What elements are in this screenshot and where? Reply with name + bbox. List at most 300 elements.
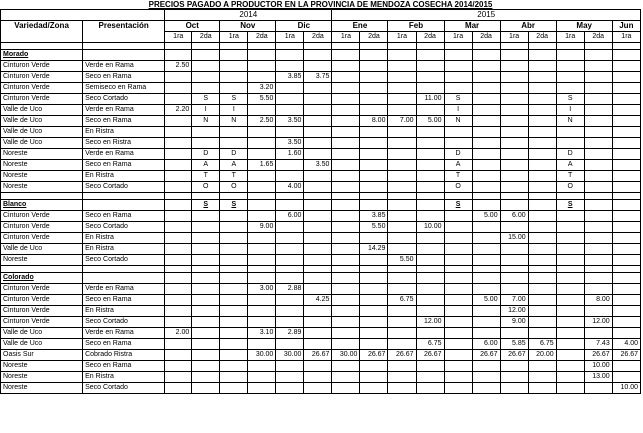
value-cell (165, 200, 192, 211)
value-cell (192, 233, 220, 244)
value-cell (556, 211, 584, 222)
presentation-cell (83, 200, 165, 211)
value-cell (528, 160, 556, 171)
value-cell (556, 61, 584, 72)
value-cell (388, 72, 416, 83)
presentation-cell: En Ristra (83, 127, 165, 138)
value-cell: D (444, 149, 472, 160)
value-cell (220, 306, 248, 317)
value-cell (612, 171, 640, 182)
value-cell (332, 244, 360, 255)
zona-cell: Cinturon Verde (1, 317, 83, 328)
blank-cell (612, 266, 640, 273)
zona-cell: Cinturon Verde (1, 211, 83, 222)
value-cell (500, 72, 528, 83)
blank-cell (248, 193, 276, 200)
value-cell (276, 50, 304, 61)
value-cell: D (192, 149, 220, 160)
value-cell (304, 94, 332, 105)
value-cell (192, 273, 220, 284)
value-cell (220, 83, 248, 94)
half-header: 1ra (444, 32, 472, 43)
value-cell (556, 372, 584, 383)
value-cell (220, 284, 248, 295)
table-row (1, 83, 641, 94)
value-cell (332, 361, 360, 372)
blank-cell (416, 43, 444, 50)
value-cell (192, 72, 220, 83)
value-cell (360, 105, 388, 116)
value-cell (444, 306, 472, 317)
value-cell: S (556, 200, 584, 211)
value-cell (220, 50, 248, 61)
value-cell (444, 295, 472, 306)
value-cell (556, 255, 584, 266)
value-cell (192, 295, 220, 306)
blank-cell (276, 43, 304, 50)
value-cell: 3.85 (360, 211, 388, 222)
value-cell (248, 171, 276, 182)
value-cell: 11.00 (416, 94, 444, 105)
presentation-cell: Seco Cortado (83, 94, 165, 105)
value-cell (192, 255, 220, 266)
value-cell: 3.20 (248, 83, 276, 94)
value-cell (388, 127, 416, 138)
value-cell: 3.50 (276, 138, 304, 149)
value-cell (584, 211, 612, 222)
value-cell (612, 72, 640, 83)
value-cell (612, 160, 640, 171)
value-cell (360, 127, 388, 138)
value-cell (248, 244, 276, 255)
value-cell (416, 244, 444, 255)
page-title: PRECIOS PAGADO A PRODUCTOR EN LA PROVINCIA DE MENDOZA COSECHA 2014/2015 (148, 0, 493, 9)
presentation-cell: Cobrado Ristra (83, 350, 165, 361)
month-header-oct: Oct (165, 21, 220, 32)
value-cell (388, 372, 416, 383)
value-cell (360, 372, 388, 383)
value-cell (165, 317, 192, 328)
value-cell (304, 273, 332, 284)
value-cell (360, 339, 388, 350)
month-header-jun: Jun (612, 21, 640, 32)
half-header: 2da (248, 32, 276, 43)
value-cell: 15.00 (500, 233, 528, 244)
value-cell: I (556, 105, 584, 116)
value-cell (528, 116, 556, 127)
value-cell (528, 149, 556, 160)
presentation-header: Presentación (83, 21, 165, 32)
value-cell (556, 244, 584, 255)
blank-cell (220, 266, 248, 273)
value-cell: 26.67 (584, 350, 612, 361)
value-cell (220, 61, 248, 72)
value-cell (332, 339, 360, 350)
blank-cell (556, 193, 584, 200)
value-cell (360, 295, 388, 306)
blank-cell (612, 43, 640, 50)
value-cell (192, 306, 220, 317)
value-cell (360, 50, 388, 61)
value-cell: 4.25 (304, 295, 332, 306)
value-cell (612, 116, 640, 127)
value-cell (472, 72, 500, 83)
value-cell (165, 138, 192, 149)
value-cell: 26.67 (500, 350, 528, 361)
value-cell: N (220, 116, 248, 127)
table-row (1, 222, 641, 233)
value-cell (444, 244, 472, 255)
value-cell (472, 149, 500, 160)
value-cell: 10.00 (612, 383, 640, 394)
blank-cell (584, 266, 612, 273)
value-cell (332, 222, 360, 233)
header-spacer (1, 10, 165, 21)
value-cell: 26.67 (388, 350, 416, 361)
value-cell (165, 233, 192, 244)
zona-cell: Oasis Sur (1, 350, 83, 361)
value-cell (500, 61, 528, 72)
blank-cell (192, 43, 220, 50)
value-cell (220, 361, 248, 372)
value-cell (584, 72, 612, 83)
table-row (1, 116, 641, 127)
table-row (1, 284, 641, 295)
value-cell (528, 295, 556, 306)
value-cell (416, 149, 444, 160)
value-cell (444, 273, 472, 284)
value-cell (360, 306, 388, 317)
value-cell: 3.10 (248, 328, 276, 339)
value-cell: S (220, 200, 248, 211)
value-cell (584, 83, 612, 94)
value-cell (165, 273, 192, 284)
value-cell (220, 72, 248, 83)
month-header-feb: Feb (388, 21, 444, 32)
value-cell (556, 138, 584, 149)
value-cell: 30.00 (332, 350, 360, 361)
header-spacer (1, 32, 83, 43)
value-cell: 1.60 (276, 149, 304, 160)
value-cell (472, 138, 500, 149)
value-cell: 5.50 (248, 94, 276, 105)
value-cell (584, 127, 612, 138)
value-cell (444, 138, 472, 149)
month-header-nov: Nov (220, 21, 276, 32)
blank-cell (528, 266, 556, 273)
value-cell (304, 211, 332, 222)
year-2015: 2015 (332, 10, 641, 21)
value-cell: 5.85 (500, 339, 528, 350)
value-cell (528, 171, 556, 182)
value-cell (248, 339, 276, 350)
value-cell (276, 273, 304, 284)
value-cell (416, 171, 444, 182)
blank-cell (165, 193, 192, 200)
month-header-mar: Mar (444, 21, 500, 32)
zona-cell: Valle de Uco (1, 339, 83, 350)
value-cell (304, 116, 332, 127)
table-row (1, 149, 641, 160)
value-cell (220, 273, 248, 284)
table-row (1, 160, 641, 171)
value-cell (360, 138, 388, 149)
presentation-cell: Seco Cortado (83, 222, 165, 233)
value-cell (528, 211, 556, 222)
value-cell: 9.00 (500, 317, 528, 328)
value-cell (192, 328, 220, 339)
section-title: Morado (1, 50, 83, 61)
value-cell: 3.50 (304, 160, 332, 171)
value-cell: 5.50 (360, 222, 388, 233)
value-cell (304, 244, 332, 255)
value-cell (612, 255, 640, 266)
value-cell (388, 284, 416, 295)
value-cell (612, 295, 640, 306)
value-cell: N (192, 116, 220, 127)
value-cell (220, 138, 248, 149)
value-cell: 26.67 (416, 350, 444, 361)
value-cell (388, 182, 416, 193)
value-cell (388, 50, 416, 61)
value-cell (332, 273, 360, 284)
month-header-may: May (556, 21, 612, 32)
value-cell (165, 50, 192, 61)
value-cell (276, 317, 304, 328)
value-cell (416, 105, 444, 116)
value-cell (360, 72, 388, 83)
value-cell (248, 61, 276, 72)
value-cell: 6.75 (416, 339, 444, 350)
blank-cell (332, 43, 360, 50)
value-cell (472, 306, 500, 317)
value-cell (276, 244, 304, 255)
value-cell (332, 50, 360, 61)
value-cell: 7.00 (500, 295, 528, 306)
table-row (1, 383, 641, 394)
value-cell (332, 383, 360, 394)
value-cell (304, 50, 332, 61)
value-cell (416, 200, 444, 211)
blank-cell (556, 266, 584, 273)
zona-cell: Noreste (1, 255, 83, 266)
value-cell (192, 372, 220, 383)
value-cell: 8.00 (584, 295, 612, 306)
value-cell (472, 273, 500, 284)
zona-cell: Cinturon Verde (1, 72, 83, 83)
value-cell (360, 284, 388, 295)
value-cell (332, 233, 360, 244)
value-cell (248, 306, 276, 317)
value-cell (416, 160, 444, 171)
value-cell (192, 211, 220, 222)
zona-cell: Valle de Uco (1, 138, 83, 149)
value-cell (584, 94, 612, 105)
blank-cell (360, 43, 388, 50)
value-cell: D (220, 149, 248, 160)
blank-cell (444, 43, 472, 50)
zona-cell: Noreste (1, 383, 83, 394)
blank-cell (528, 43, 556, 50)
value-cell (528, 127, 556, 138)
value-cell (556, 72, 584, 83)
half-header: 2da (472, 32, 500, 43)
value-cell (165, 372, 192, 383)
presentation-cell: En Ristra (83, 233, 165, 244)
value-cell: 26.67 (472, 350, 500, 361)
value-cell (388, 200, 416, 211)
value-cell (528, 372, 556, 383)
value-cell (612, 149, 640, 160)
value-cell (248, 295, 276, 306)
half-header: 1ra (332, 32, 360, 43)
value-cell (556, 328, 584, 339)
presentation-cell: Seco Cortado (83, 383, 165, 394)
value-cell (500, 160, 528, 171)
table-row (1, 361, 641, 372)
value-cell (332, 372, 360, 383)
value-cell (584, 138, 612, 149)
value-cell (472, 361, 500, 372)
blank-cell (165, 43, 192, 50)
value-cell (332, 61, 360, 72)
value-cell (192, 50, 220, 61)
value-cell: 7.43 (584, 339, 612, 350)
value-cell (472, 61, 500, 72)
value-cell (556, 222, 584, 233)
value-cell (472, 160, 500, 171)
blank-cell (220, 43, 248, 50)
blank-cell (304, 193, 332, 200)
value-cell (360, 361, 388, 372)
value-cell (276, 94, 304, 105)
table-row (1, 244, 641, 255)
value-cell (304, 255, 332, 266)
value-cell: S (192, 200, 220, 211)
zona-cell: Noreste (1, 171, 83, 182)
value-cell (192, 317, 220, 328)
value-cell: 30.00 (248, 350, 276, 361)
value-cell (612, 284, 640, 295)
blank-cell (612, 193, 640, 200)
value-cell (276, 295, 304, 306)
value-cell (584, 383, 612, 394)
value-cell (500, 273, 528, 284)
zona-cell: Cinturon Verde (1, 295, 83, 306)
value-cell (360, 200, 388, 211)
value-cell: 6.75 (388, 295, 416, 306)
blank-cell (500, 266, 528, 273)
table-row (1, 94, 641, 105)
half-header: 2da (528, 32, 556, 43)
presentation-cell: En Ristra (83, 171, 165, 182)
value-cell (165, 116, 192, 127)
value-cell (332, 200, 360, 211)
table-row (1, 328, 641, 339)
presentation-cell: Seco en Rama (83, 295, 165, 306)
value-cell (332, 160, 360, 171)
value-cell (388, 244, 416, 255)
value-cell (165, 339, 192, 350)
zona-cell: Cinturon Verde (1, 94, 83, 105)
value-cell (528, 83, 556, 94)
value-cell (388, 211, 416, 222)
value-cell (248, 317, 276, 328)
value-cell (584, 255, 612, 266)
presentation-cell: Semiseco en Rama (83, 83, 165, 94)
value-cell (416, 255, 444, 266)
zona-cell: Noreste (1, 149, 83, 160)
value-cell (556, 273, 584, 284)
value-cell (528, 361, 556, 372)
value-cell (528, 61, 556, 72)
value-cell (360, 273, 388, 284)
value-cell (556, 350, 584, 361)
value-cell (360, 149, 388, 160)
value-cell: 2.00 (165, 328, 192, 339)
value-cell: 1.65 (248, 160, 276, 171)
blank-cell (360, 266, 388, 273)
value-cell: N (444, 116, 472, 127)
value-cell (528, 244, 556, 255)
blank-cell (165, 266, 192, 273)
table-row (1, 255, 641, 266)
value-cell (248, 105, 276, 116)
value-cell (416, 61, 444, 72)
value-cell (584, 116, 612, 127)
value-cell: 12.00 (500, 306, 528, 317)
value-cell (276, 383, 304, 394)
value-cell: A (556, 160, 584, 171)
value-cell (472, 222, 500, 233)
value-cell (528, 72, 556, 83)
value-cell (332, 127, 360, 138)
value-cell (332, 317, 360, 328)
value-cell (528, 383, 556, 394)
value-cell (332, 171, 360, 182)
value-cell: S (556, 94, 584, 105)
value-cell (192, 339, 220, 350)
section-title: Colorado (1, 273, 83, 284)
value-cell (612, 317, 640, 328)
value-cell (304, 127, 332, 138)
value-cell (165, 94, 192, 105)
value-cell (528, 138, 556, 149)
value-cell (165, 284, 192, 295)
value-cell: 12.00 (584, 317, 612, 328)
value-cell (416, 182, 444, 193)
half-header: 1ra (388, 32, 416, 43)
value-cell (360, 182, 388, 193)
value-cell (612, 211, 640, 222)
value-cell (500, 116, 528, 127)
blank-cell (444, 266, 472, 273)
section-title: Blanco (1, 200, 83, 211)
value-cell (388, 233, 416, 244)
presentation-cell: Seco en Ristra (83, 138, 165, 149)
table-row (1, 50, 641, 61)
value-cell (472, 255, 500, 266)
value-cell (612, 244, 640, 255)
value-cell (444, 83, 472, 94)
value-cell (248, 383, 276, 394)
value-cell (165, 255, 192, 266)
value-cell (192, 383, 220, 394)
value-cell (360, 328, 388, 339)
presentation-cell: Seco en Rama (83, 339, 165, 350)
value-cell: O (556, 182, 584, 193)
half-header: 2da (304, 32, 332, 43)
